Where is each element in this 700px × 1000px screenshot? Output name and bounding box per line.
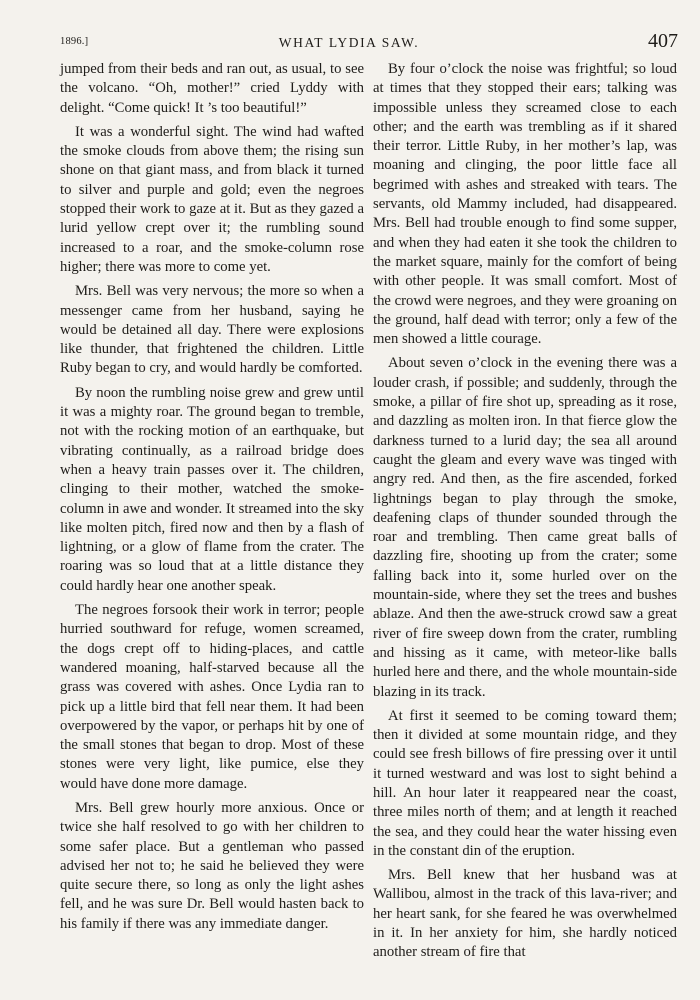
paragraph: It was a wonderful sight. The wind had wafted the smoke clouds from above them; the rising sun shone on that giant mass, and from black it turned to silver and purple and gold; even the negroes stopped their work to gaze at it. But as they gazed a lurid yellow crept over it; the rumbling sound increased to a roar, and the smoke-column rose higher; there was more to come yet. <box>60 123 364 275</box>
paragraph: jumped from their beds and ran out, as usual, to see the volcano. “Oh, mother!” cried Lyddy with delight. “Come quick! It ’s too beautiful!” <box>60 61 364 116</box>
paragraph: At first it seemed to be coming toward them; then it divided at some mountain ridge, and they could see fresh billows of fire pressing over it until it turned westward and was lost to sight behind a hill. An hour later it reappeared near the coast, three miles north of them; and at length it reached the sea, and they could hear the water hissing even in the constant din of the eruption. <box>373 707 677 859</box>
paragraph: Mrs. Bell was very nervous; the more so when a messenger came from her husband, saying he would be detained all day. There were explosions like thunder, that frightened the children. Little Ruby began to cry, and would hardly be comforted. <box>60 283 364 377</box>
paragraph: Mrs. Bell knew that her husband was at Wallibou, almost in the track of this lava-river; and her heart sank, for she feared he was overwhelmed in it. In her anxiety for him, she hardly noticed another stream of fire that <box>373 867 677 961</box>
paragraph: The negroes forsook their work in terror; people hurried southward for refuge, women screamed, the dogs crept off to hiding-places, and cattle wandered moaning, half-starved because all the grass was covered with ashes. Once Lydia ran to pick up a little bird that fell near them. It had been overpowered by the vapor, or perhaps hit by one of the small stones that began to drop. Most of these stones were very light, like pumice, else they would have done more damage. <box>60 602 364 792</box>
paragraph: By four o’clock the noise was frightful; so loud at times that they stopped their ears; talking was impossible unless they screamed close to each other; and the earth was trembling as if it shared their terror. Little Ruby, in her mother’s lap, was moaning and clinging, the poor little face all begrimed with ashes and streaked with tears. The servants, old Mammy included, had disappeared. Mrs. Bell had trouble enough to find some supper, and when they had eaten it she took the children to the market square, mainly for the comfort of being with other people. It was small comfort. Most of the crowd were negroes, and they were groaning on the ground, half dead with terror; only a few of the men showed a little courage. <box>373 61 677 348</box>
right-column <box>373 60 677 963</box>
running-title: WHAT LYDIA SAW. <box>278 35 420 50</box>
page-number: 407 <box>648 30 678 52</box>
page-header <box>60 30 678 60</box>
left-column <box>60 60 364 939</box>
paragraph: By noon the rumbling noise grew and grew until it was a mighty roar. The ground began to tremble, not with the rocking motion of an earthquake, but vibrating continually, as a railroad bridge does when a heavy train passes over it. The children, clinging to their mother, watched the smoke-column in awe and wonder. It streamed into the sky like molten pitch, fired now and then by a flash of lightning, or a glow of flame from the crater. The roaring was so loud that at a little distance they could hardly hear one another speak. <box>60 384 364 594</box>
header-year: 1896.] <box>60 36 89 47</box>
paragraph: About seven o’clock in the evening there was a louder crash, if possible; and suddenly, through the smoke, a pillar of fire shot up, spreading as it rose, and dazzling as molten iron. In that fierce glow the darkness turned to a lurid day; the sea all around caught the gleam and every wave was tinged with angry red. And then, as the fire ascended, forked lightnings began to play through the smoke, deafening claps of thunder sounded through the roar and trembling. Then came great balls of dazzling fire, shooting up from the crater; some falling back into it, some hurled over on the mountain-side, where they set the trees and bushes ablaze. And then the awe-struck crowd saw a great river of fire sweep down from the crater, rumbling and hissing as it came, with meteor-like balls hurled here and there, and the whole mountain-side blazing in its track. <box>373 355 677 700</box>
paragraph: Mrs. Bell grew hourly more anxious. Once or twice she half resolved to go with her children to some safer place. But a gentleman who passed advised her not to; he said he believed they were quite secure there, so long as only the light ashes fell, and he was sure Dr. Bell would hasten back to his family if there was any immediate danger. <box>60 799 364 932</box>
